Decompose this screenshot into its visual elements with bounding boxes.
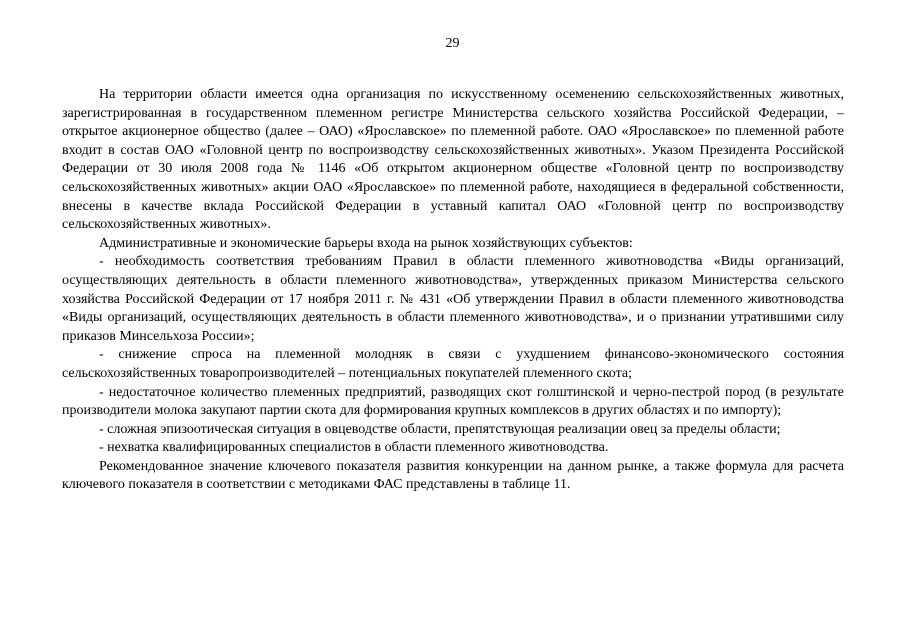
paragraph-organization: На территории области имеется одна организация по искусственному осеменению сельскохозяйственных животных, зарегистрированная в государственном племенном регистре Министерства сельского хозяйства Российской Федерации, – открытое акционерное общество (далее – ОАО) «Ярославское» по племенной работе. ОАО «Ярославское» по племенной работе входит в состав ОАО «Головной центр по воспроизводству сельскохозяйственных животных». Указом Президента Российской Федерации от 30 июля 2008 года № 1146 «Об открытом акционерном обществе «Головной центр по воспроизводству сельскохозяйственных животных» акции ОАО «Ярославское» по племенной работе, находящиеся в федеральной собственности, внесены в качестве вклада Российской Федерации в уставный капитал ОАО «Головной центр по воспроизводству сельскохозяйственных животных».: [62, 87, 844, 233]
page-number: 29: [445, 36, 460, 51]
list-item-epizootic: - сложная эпизоотическая ситуация в овцеводстве области, препятствующая реализации овец за пределы области;: [99, 421, 781, 437]
list-item-enterprises: - недостаточное количество племенных предприятий, разводящих скот голштинской и черно-пестрой пород (в результате производители молока закупают партии скота для формирования крупных комплексов в других областях и по импорту);: [62, 384, 844, 419]
list-item-specialists: - нехватка квалифицированных специалистов в области племенного животноводства.: [99, 440, 609, 456]
body-text: [62, 86, 844, 495]
paragraph-barriers-heading: Административные и экономические барьеры входа на рынок хозяйствующих субъектов:: [99, 235, 633, 251]
paragraph-recommendation: Рекомендованное значение ключевого показателя развития конкуренции на данном рынке, а также формула для расчета ключевого показателя в соответствии с методиками ФАС представлены в таблице 11.: [62, 458, 844, 493]
list-item-demand: - снижение спроса на племенной молодняк в связи с ухудшением финансово-экономического состояния сельскохозяйственных товаропроизводителей – потенциальных покупателей племенного скота;: [62, 347, 844, 381]
list-item-requirements: - необходимость соответствия требованиям Правил в области племенного животноводства «Виды организаций, осуществляющих деятельность в области племенного животноводства», утвержденных приказом Министерства сельского хозяйства Российской Федерации от 17 ноября 2011 г. № 431 «Об утверждении Правил в области племенного животноводства «Виды организаций, осуществляющих деятельность в области племенного животноводства», и о признании утратившими силу приказов Минсельхоза России»;: [62, 254, 844, 344]
